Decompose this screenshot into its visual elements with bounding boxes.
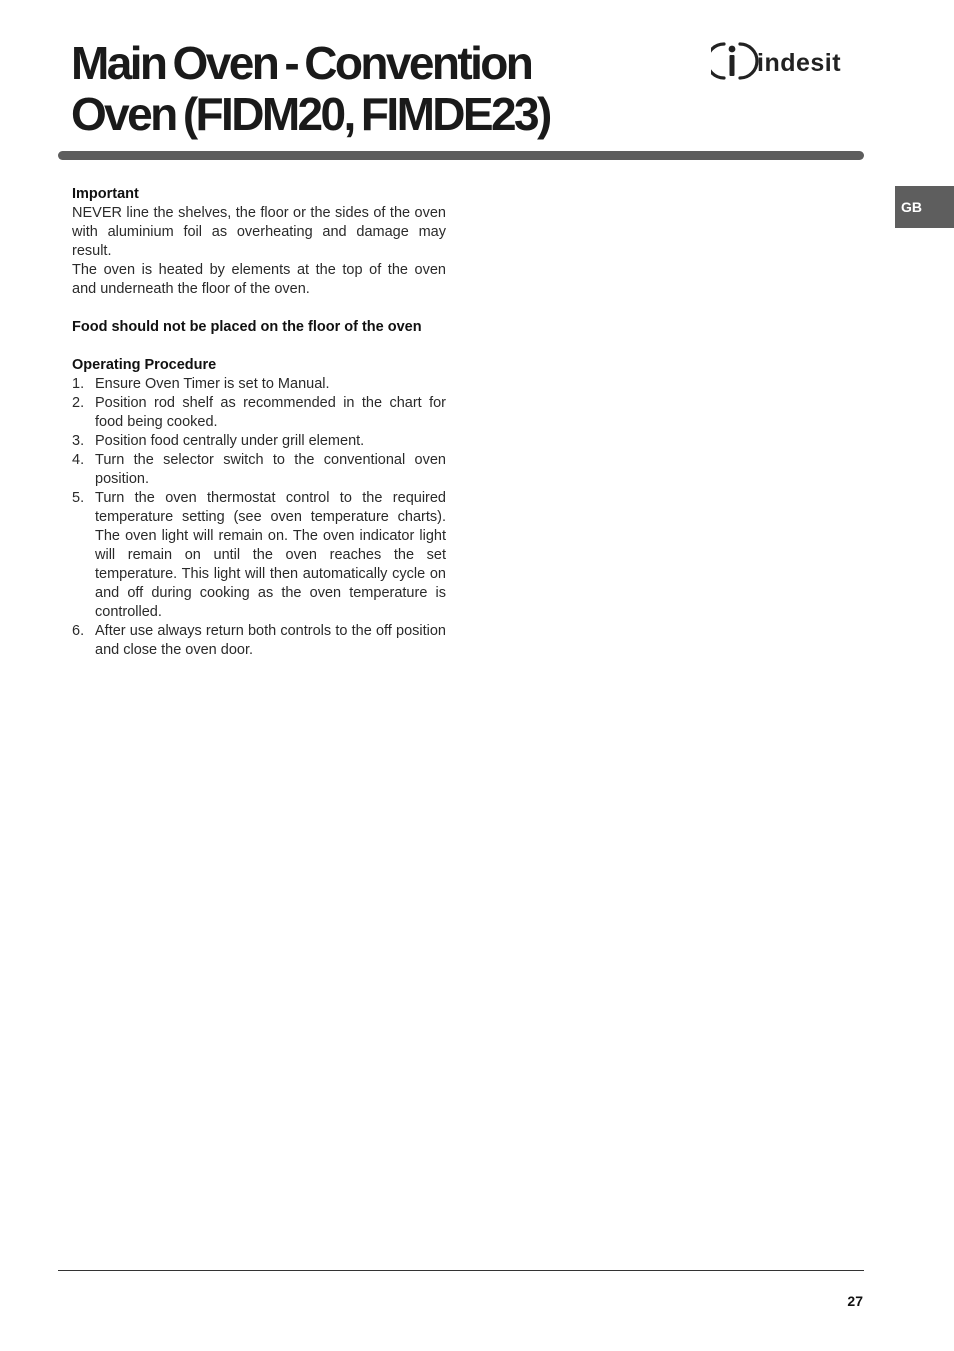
header-divider xyxy=(58,151,864,160)
step-text: Turn the selector switch to the conventional oven position. xyxy=(95,452,446,487)
step-text: Turn the oven thermostat control to the required temperature setting (see oven temperature charts). The oven light will remain on. The oven indicator light will remain on until the oven reaches the set temperature. This light will then automatically cycle on and off during cooking as the oven temperature is controlled. xyxy=(95,490,446,620)
step-text: Ensure Oven Timer is set to Manual. xyxy=(95,376,330,392)
procedure-heading: Operating Procedure xyxy=(72,357,217,373)
important-heading: Important xyxy=(72,186,139,202)
language-tab: GB xyxy=(895,186,954,228)
step-text: After use always return both controls to the off position and close the oven door. xyxy=(95,623,446,658)
step-number: 2. xyxy=(72,395,85,411)
procedure-step xyxy=(72,489,446,622)
step-text: Position food centrally under grill element. xyxy=(95,433,365,449)
step-number: 6. xyxy=(72,623,85,639)
procedure-step xyxy=(72,375,446,394)
title-line-2: Oven (FIDM20, FIMDE23) xyxy=(71,88,550,140)
procedure-step xyxy=(72,451,446,489)
step-number: 5. xyxy=(72,490,85,506)
step-text: Position rod shelf as recommended in the chart for food being cooked. xyxy=(95,395,446,430)
page-title xyxy=(71,38,550,140)
indesit-logo xyxy=(711,38,865,82)
footer-divider xyxy=(58,1270,864,1271)
step-number: 3. xyxy=(72,433,85,449)
main-content xyxy=(72,185,446,660)
title-line-1: Main Oven - Convention xyxy=(71,37,532,89)
important-paragraph-1: NEVER line the shelves, the floor or the sides of the oven with aluminium foil as overheating and damage may result. xyxy=(72,205,446,259)
procedure-step xyxy=(72,432,446,451)
important-paragraph-2: The oven is heated by elements at the top of the oven and underneath the floor of the oven. xyxy=(72,262,446,297)
procedure-step xyxy=(72,622,446,660)
floor-warning: Food should not be placed on the floor of the oven xyxy=(72,319,422,335)
svg-text:indesit: indesit xyxy=(757,49,842,77)
procedure-steps xyxy=(72,375,446,660)
procedure-step xyxy=(72,394,446,432)
step-number: 4. xyxy=(72,452,85,468)
step-number: 1. xyxy=(72,376,85,392)
page-number: 27 xyxy=(847,1293,863,1309)
